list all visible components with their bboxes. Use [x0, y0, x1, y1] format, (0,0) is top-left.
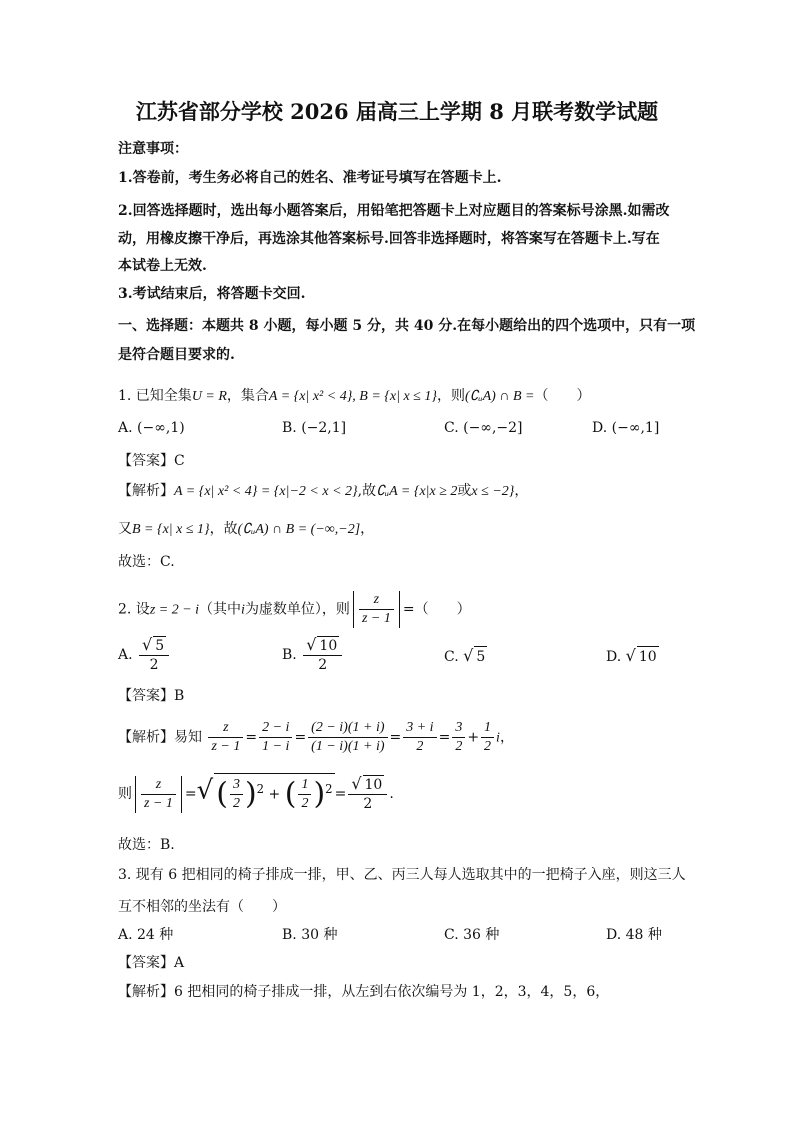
q3-explanation: 【解析】6 把相同的椅子排成一排，从左到右依次编号为 1，2，3，4，5，6，	[118, 984, 610, 1000]
q1-choose: 故选：C.	[118, 554, 175, 570]
q1-option-d: D. (−∞,1]	[592, 420, 660, 436]
q2-choose: 故选：B.	[118, 837, 175, 853]
notice-item-3: 3.考试结束后，将答题卡交回.	[118, 286, 306, 302]
q1-explanation-line-2: 又B = {x| x ≤ 1}，故(∁ᵤA) ∩ B = (−∞,−2]，	[118, 521, 375, 537]
q3-answer: 【答案】A	[118, 955, 185, 971]
q2-option-d: D. √ 10	[606, 646, 657, 665]
q1-explanation-line-1: 【解析】A = {x| x² < 4} = {x|−2 < x < 2},故∁ᵤA = {x|x ≥ 2或x ≤ −2}，	[118, 483, 529, 499]
q2-option-c: C. √ 5	[444, 646, 486, 665]
q3-option-a: A. 24 种	[118, 927, 174, 943]
q2-option-b: B. $\frac{√ 10}{2}$	[282, 636, 344, 674]
notice-item-2-line-2: 动，用橡皮擦干净后，再选涂其他答案标号.回答非选择题时，将答案写在答题卡上.写在	[118, 231, 660, 247]
q1-option-c: C. (−∞,−2]	[444, 420, 523, 436]
q3-option-b: B. 30 种	[282, 927, 338, 943]
q1-answer: 【答案】C	[118, 453, 185, 469]
question-3-stem-line-2: 互不相邻的坐法有（ ）	[118, 899, 286, 915]
section-heading-line-1: 一、选择题：本题共 8 小题，每小题 5 分，共 40 分.在每小题给出的四个选项中，只有一项	[118, 318, 696, 334]
page-title: 江苏省部分学校 2026 届高三上学期 8 月联考数学试题	[135, 99, 659, 124]
q2-explanation-line-1: 【解析】易知 $\frac{z}{z - 1}$ = $\frac{2 - i}{1 - i}$ = $\frac{(2 - i)(1 + i)}{(1 - i)(1 + i)}$ = $\frac{3 + i}{2}$ = $\frac{3}{2}$ + $\frac{1}{2}$ i，	[118, 720, 514, 754]
notice-item-1: 1.答卷前，考生务必将自己的姓名、准考证号填写在答题卡上.	[118, 170, 502, 186]
question-1-stem: 1. 已知全集U = R，集合A = {x| x² < 4}, B = {x| x ≤ 1}，则(∁ᵤA) ∩ B =（ ）	[118, 388, 591, 404]
q2-explanation-line-2: 则 $\frac{z}{z - 1}$ =√ ( $\frac{3}{2}$ )$^2$ + ( $\frac{1}{2}$ )$^2$ = $\frac{√ 10}{2}$ .	[118, 773, 394, 815]
notice-item-2-line-1: 2.回答选择题时，选出每小题答案后，用铅笔把答题卡上对应题目的答案标号涂黑.如需改	[118, 203, 670, 219]
q1-option-a: A. (−∞,1)	[118, 420, 185, 436]
q2-answer: 【答案】B	[118, 688, 185, 704]
q1-option-b: B. (−2,1]	[282, 420, 347, 436]
notice-item-2-line-3: 本试卷上无效.	[118, 258, 207, 274]
q2-option-a: A. $\frac{√ 5}{2}$	[118, 636, 171, 674]
q3-option-d: D. 48 种	[606, 927, 662, 943]
question-2-stem: 2. 设z = 2 − i（其中i为虚数单位），则 $\frac{z}{z - 1}$ =（ ）	[118, 592, 471, 626]
section-heading-line-2: 是符合题目要求的.	[118, 347, 235, 363]
notice-heading: 注意事项：	[118, 141, 188, 157]
question-3-stem-line-1: 3. 现有 6 把相同的椅子排成一排，甲、乙、丙三人每人选取其中的一把椅子入座，则这三人	[118, 867, 686, 883]
q3-option-c: C. 36 种	[444, 927, 500, 943]
